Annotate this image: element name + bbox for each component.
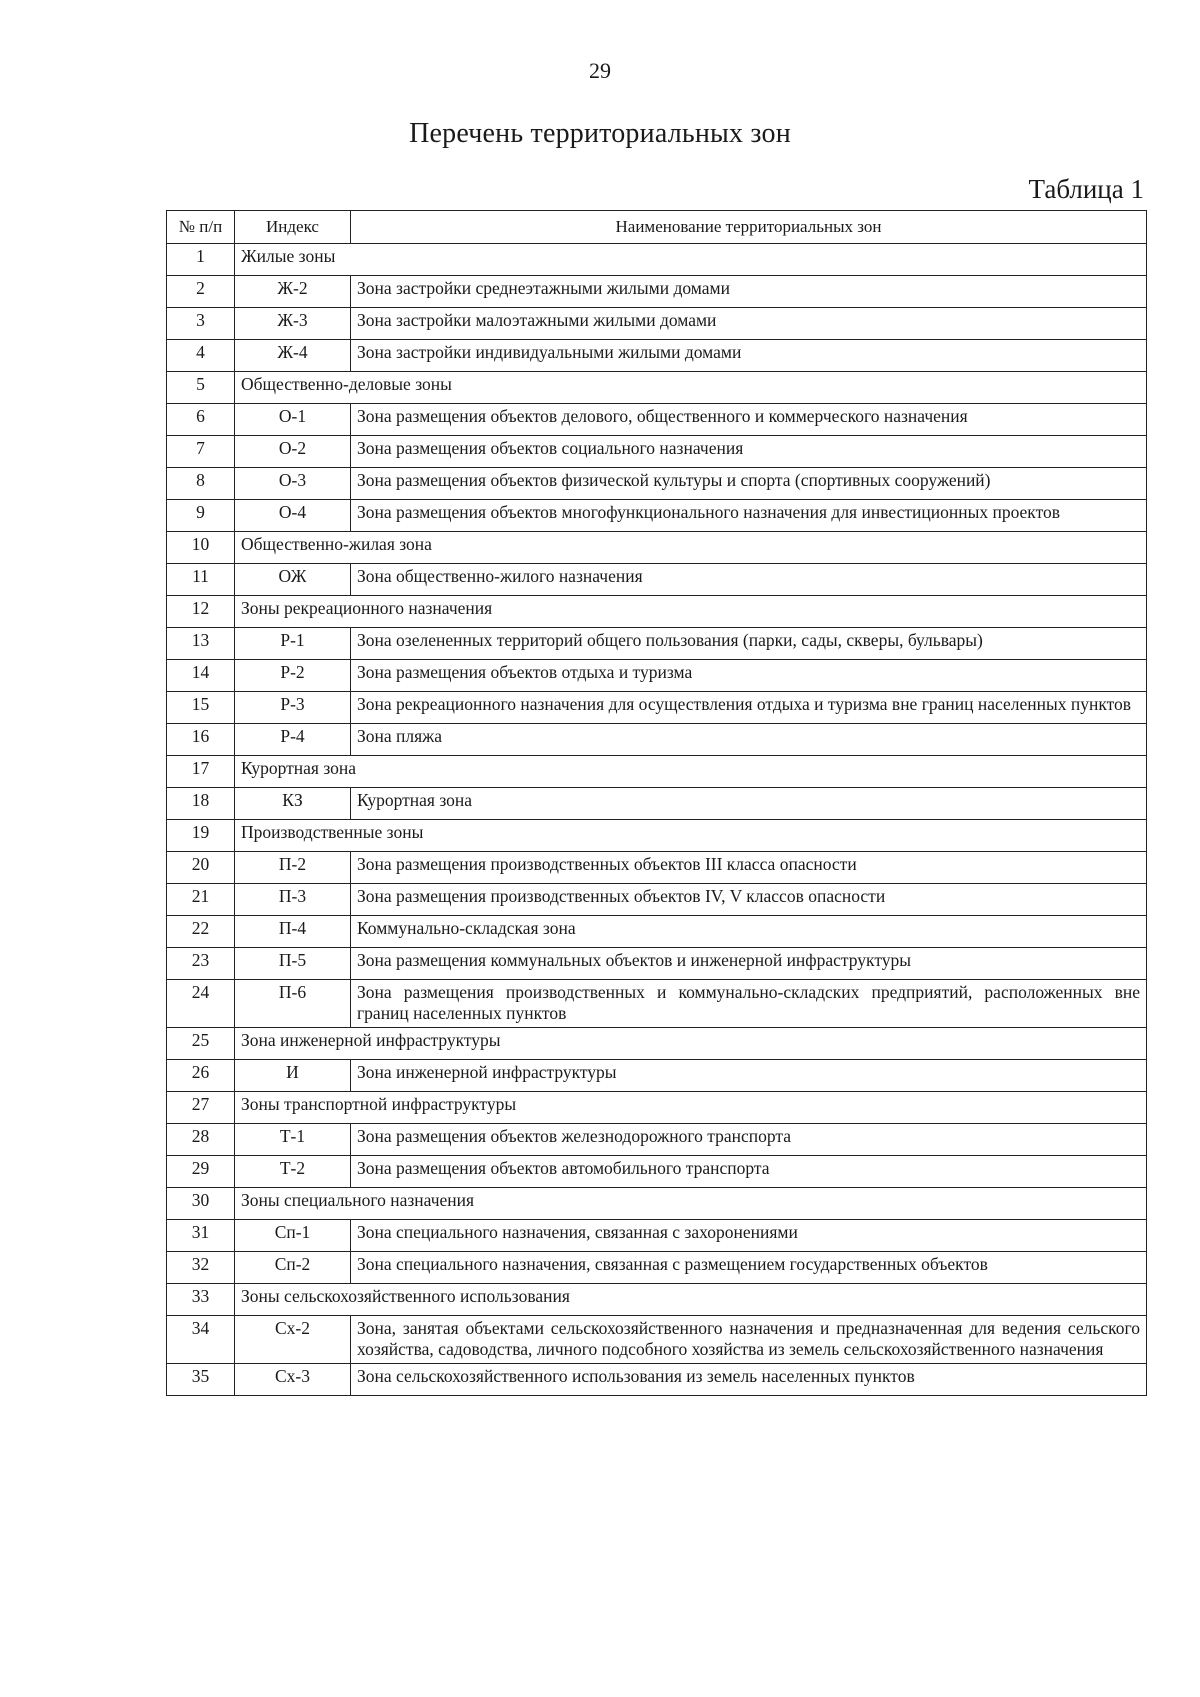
zone-index: Р-3 [235,692,351,724]
row-number: 19 [167,820,235,852]
table-row [167,340,1147,372]
zone-name: Зона, занятая объектами сельскохозяйственного назначения и предназначенная для ведения сельского хозяйства, садоводства, личного подсобного хозяйства из земель сельскохозяйственного назначения [351,1316,1147,1364]
table-row [167,276,1147,308]
zone-name: Зона пляжа [351,724,1147,756]
row-number: 8 [167,468,235,500]
zone-group-name: Общественно-жилая зона [235,532,1147,564]
group-row [167,596,1147,628]
row-number: 25 [167,1028,235,1060]
zone-name: Зона озелененных территорий общего пользования (парки, сады, скверы, бульвары) [351,628,1147,660]
row-number: 20 [167,852,235,884]
row-number: 28 [167,1124,235,1156]
group-row [167,1188,1147,1220]
page-number: 29 [589,58,611,83]
row-number: 16 [167,724,235,756]
zone-name: Зона размещения объектов автомобильного транспорта [351,1156,1147,1188]
row-number: 4 [167,340,235,372]
group-row [167,1284,1147,1316]
zone-name: Зона застройки среднеэтажными жилыми домами [351,276,1147,308]
table-row [167,692,1147,724]
row-number: 6 [167,404,235,436]
zone-group-name: Жилые зоны [235,244,1147,276]
group-row [167,820,1147,852]
table-row [167,884,1147,916]
row-number: 35 [167,1364,235,1396]
row-number: 30 [167,1188,235,1220]
header-zone-name: Наименование территориальных зон [351,211,1147,244]
zone-index: Сп-2 [235,1252,351,1284]
row-number: 15 [167,692,235,724]
zone-index: Р-4 [235,724,351,756]
table-row [167,436,1147,468]
row-number: 7 [167,436,235,468]
zone-index: Ж-4 [235,340,351,372]
row-number: 18 [167,788,235,820]
table-header [167,211,1147,244]
zone-name: Зона размещения объектов многофункционального назначения для инвестиционных проектов [351,500,1147,532]
row-number: 22 [167,916,235,948]
row-number: 5 [167,372,235,404]
zone-name: Зона застройки индивидуальными жилыми домами [351,340,1147,372]
zone-group-name: Зоны рекреационного назначения [235,596,1147,628]
zone-index: КЗ [235,788,351,820]
group-row [167,372,1147,404]
row-number: 14 [167,660,235,692]
zone-index: О-1 [235,404,351,436]
table-label: Таблица 1 [1028,174,1144,204]
table-row [167,724,1147,756]
header-row [167,211,1147,244]
row-number: 11 [167,564,235,596]
zone-name: Зона размещения коммунальных объектов и инженерной инфраструктуры [351,948,1147,980]
zone-index: О-4 [235,500,351,532]
row-number: 32 [167,1252,235,1284]
zone-name: Зона размещения объектов отдыха и туризма [351,660,1147,692]
table-row [167,1252,1147,1284]
table-body [167,244,1147,1396]
row-number: 33 [167,1284,235,1316]
zones-table [166,210,1147,1396]
table-row [167,852,1147,884]
table-row [167,404,1147,436]
group-row [167,1028,1147,1060]
zone-index: П-6 [235,980,351,1028]
row-number: 27 [167,1092,235,1124]
group-row [167,244,1147,276]
zone-group-name: Общественно-деловые зоны [235,372,1147,404]
group-row [167,756,1147,788]
zone-index: Сх-3 [235,1364,351,1396]
zone-name: Зона специального назначения, связанная с размещением государственных объектов [351,1252,1147,1284]
table-row [167,788,1147,820]
zone-name: Зона инженерной инфраструктуры [351,1060,1147,1092]
table-row [167,660,1147,692]
table-row [167,1060,1147,1092]
zone-index: Т-1 [235,1124,351,1156]
zone-name: Зона размещения производственных и коммунально-складских предприятий, расположенных вне границ населенных пунктов [351,980,1147,1028]
table-row [167,500,1147,532]
zone-index: И [235,1060,351,1092]
table-row [167,564,1147,596]
row-number: 2 [167,276,235,308]
zone-name: Зона размещения объектов делового, общественного и коммерческого назначения [351,404,1147,436]
header-index: Индекс [235,211,351,244]
table-row [167,1364,1147,1396]
zone-index: П-5 [235,948,351,980]
zone-index: Ж-3 [235,308,351,340]
zone-name: Зона специального назначения, связанная с захоронениями [351,1220,1147,1252]
row-number: 12 [167,596,235,628]
zone-index: О-2 [235,436,351,468]
zone-name: Зона размещения объектов социального назначения [351,436,1147,468]
zone-name: Зона сельскохозяйственного использования из земель населенных пунктов [351,1364,1147,1396]
zone-name: Зона размещения производственных объектов III класса опасности [351,852,1147,884]
group-row [167,532,1147,564]
zone-index: Сх-2 [235,1316,351,1364]
group-row [167,1092,1147,1124]
row-number: 24 [167,980,235,1028]
header-number: № п/п [167,211,235,244]
row-number: 1 [167,244,235,276]
zone-group-name: Производственные зоны [235,820,1147,852]
table-row [167,1220,1147,1252]
row-number: 13 [167,628,235,660]
zone-group-name: Зоны сельскохозяйственного использования [235,1284,1147,1316]
zone-index: П-2 [235,852,351,884]
table-row [167,1124,1147,1156]
zone-name: Зона размещения производственных объектов IV, V классов опасности [351,884,1147,916]
zone-name: Зона рекреационного назначения для осуществления отдыха и туризма вне границ населенных пунктов [351,692,1147,724]
row-number: 3 [167,308,235,340]
table-row [167,308,1147,340]
zone-index: О-3 [235,468,351,500]
zone-group-name: Зоны специального назначения [235,1188,1147,1220]
zone-index: Р-2 [235,660,351,692]
zone-name: Зона размещения объектов железнодорожного транспорта [351,1124,1147,1156]
zone-name: Зона общественно-жилого назначения [351,564,1147,596]
table-row [167,468,1147,500]
table-row [167,1316,1147,1364]
row-number: 29 [167,1156,235,1188]
row-number: 17 [167,756,235,788]
row-number: 34 [167,1316,235,1364]
zone-index: Т-2 [235,1156,351,1188]
table-row [167,980,1147,1028]
zone-index: П-3 [235,884,351,916]
document-title: Перечень территориальных зон [409,118,791,149]
table-row [167,948,1147,980]
row-number: 23 [167,948,235,980]
table-row [167,1156,1147,1188]
table-row [167,628,1147,660]
table-row [167,916,1147,948]
zone-name: Зона размещения объектов физической культуры и спорта (спортивных сооружений) [351,468,1147,500]
row-number: 26 [167,1060,235,1092]
row-number: 9 [167,500,235,532]
zone-group-name: Зоны транспортной инфраструктуры [235,1092,1147,1124]
zone-name: Курортная зона [351,788,1147,820]
zone-name: Коммунально-складская зона [351,916,1147,948]
zone-group-name: Зона инженерной инфраструктуры [235,1028,1147,1060]
zone-index: ОЖ [235,564,351,596]
zone-index: Р-1 [235,628,351,660]
zone-index: Сп-1 [235,1220,351,1252]
row-number: 31 [167,1220,235,1252]
zone-index: Ж-2 [235,276,351,308]
row-number: 21 [167,884,235,916]
row-number: 10 [167,532,235,564]
zone-index: П-4 [235,916,351,948]
zone-group-name: Курортная зона [235,756,1147,788]
zone-name: Зона застройки малоэтажными жилыми домами [351,308,1147,340]
